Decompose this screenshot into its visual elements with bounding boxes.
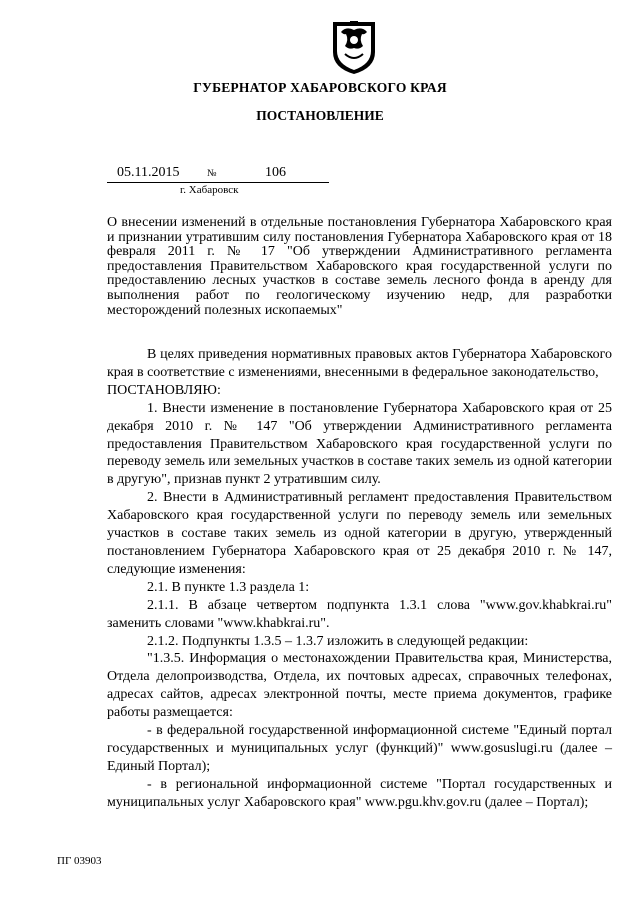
document-type: ПОСТАНОВЛЕНИЕ bbox=[256, 108, 384, 123]
document-date: 05.11.2015 bbox=[117, 165, 180, 180]
coat-of-arms-icon bbox=[329, 18, 379, 76]
item-2-1-paragraph: 2.1. В пункте 1.3 раздела 1: bbox=[147, 579, 310, 595]
registration-block bbox=[107, 165, 332, 205]
document-code: ПГ 03903 bbox=[57, 855, 102, 867]
item-2-paragraph: 2. Внести в Административный регламент предоставления Правительством Хабаровского края государственной услуги по переводу земель или земельных участков в составе таких земель из одной категории в другую, утвержденный постановлением Губернатора Хабаровского края от 25 декабря 2010 г. № 147, следующие изменения: bbox=[107, 490, 612, 577]
document-city: г. Хабаровск bbox=[180, 184, 239, 196]
authority-title: ГУБЕРНАТОР ХАБАРОВСКОГО КРАЯ bbox=[193, 80, 447, 95]
bullet-regional-portal: - в региональной информационной системе "Портал государственных и муниципальных услуг Хабаровского края" www.pgu.khv.gov.ru (далее – Портал); bbox=[107, 776, 612, 810]
item-1-3-5-paragraph: "1.3.5. Информация о местонахождении Правительства края, Министерства, Отдела делопроизводства, Отдела, их почтовых адресах, справочных телефонах, адресах сайтов, адресах электронной почты, месте приема документов, графике работы размещается: bbox=[107, 651, 612, 721]
preamble-paragraph: В целях приведения нормативных правовых актов Губернатора Хабаровского края в соответствие с изменениями, внесенными в федеральное законодательство, bbox=[107, 347, 612, 380]
item-2-1-2-paragraph: 2.1.2. Подпункты 1.3.5 – 1.3.7 изложить в следующей редакции: bbox=[147, 633, 529, 649]
document-subject: О внесении изменений в отдельные постановления Губернатора Хабаровского края и признании утратившим силу постановления Губернатора Хабаровского края от 18 февраля 2011 г. № 17 "Об утверждении Административного регламента предоставления Правительством Хабаровского края государственной услуги по предоставлению лесных участков в составе земель лесного фонда в аренду для выполнения работ по геологическому изучению недр, для разработки месторождений полезных ископаемых" bbox=[107, 215, 612, 318]
item-1-paragraph: 1. Внести изменение в постановление Губернатора Хабаровского края от 25 декабря 2010 г. № 147 "Об утверждении Административного регламента предоставления Правительством Хабаровского края государственной услуги по переводу земель или земельных участков в составе таких земель из одной категории в другую", признав пункт 2 утратившим силу. bbox=[107, 400, 612, 488]
document-body bbox=[107, 346, 612, 812]
decree-word: ПОСТАНОВЛЯЮ: bbox=[107, 382, 221, 398]
number-sign: № bbox=[207, 168, 217, 179]
document-number: 106 bbox=[265, 165, 286, 180]
item-2-1-1-paragraph: 2.1.1. В абзаце четвертом подпункта 1.3.1 слова "www.gov.khabkrai.ru" заменить словами "www.khabkrai.ru". bbox=[107, 597, 612, 631]
registration-underline bbox=[107, 182, 329, 183]
bullet-unified-portal: - в федеральной государственной информационной системе "Единый портал государственных и муниципальных услуг (функций)" www.gosuslugi.ru (далее – Единый Портал); bbox=[107, 723, 612, 774]
